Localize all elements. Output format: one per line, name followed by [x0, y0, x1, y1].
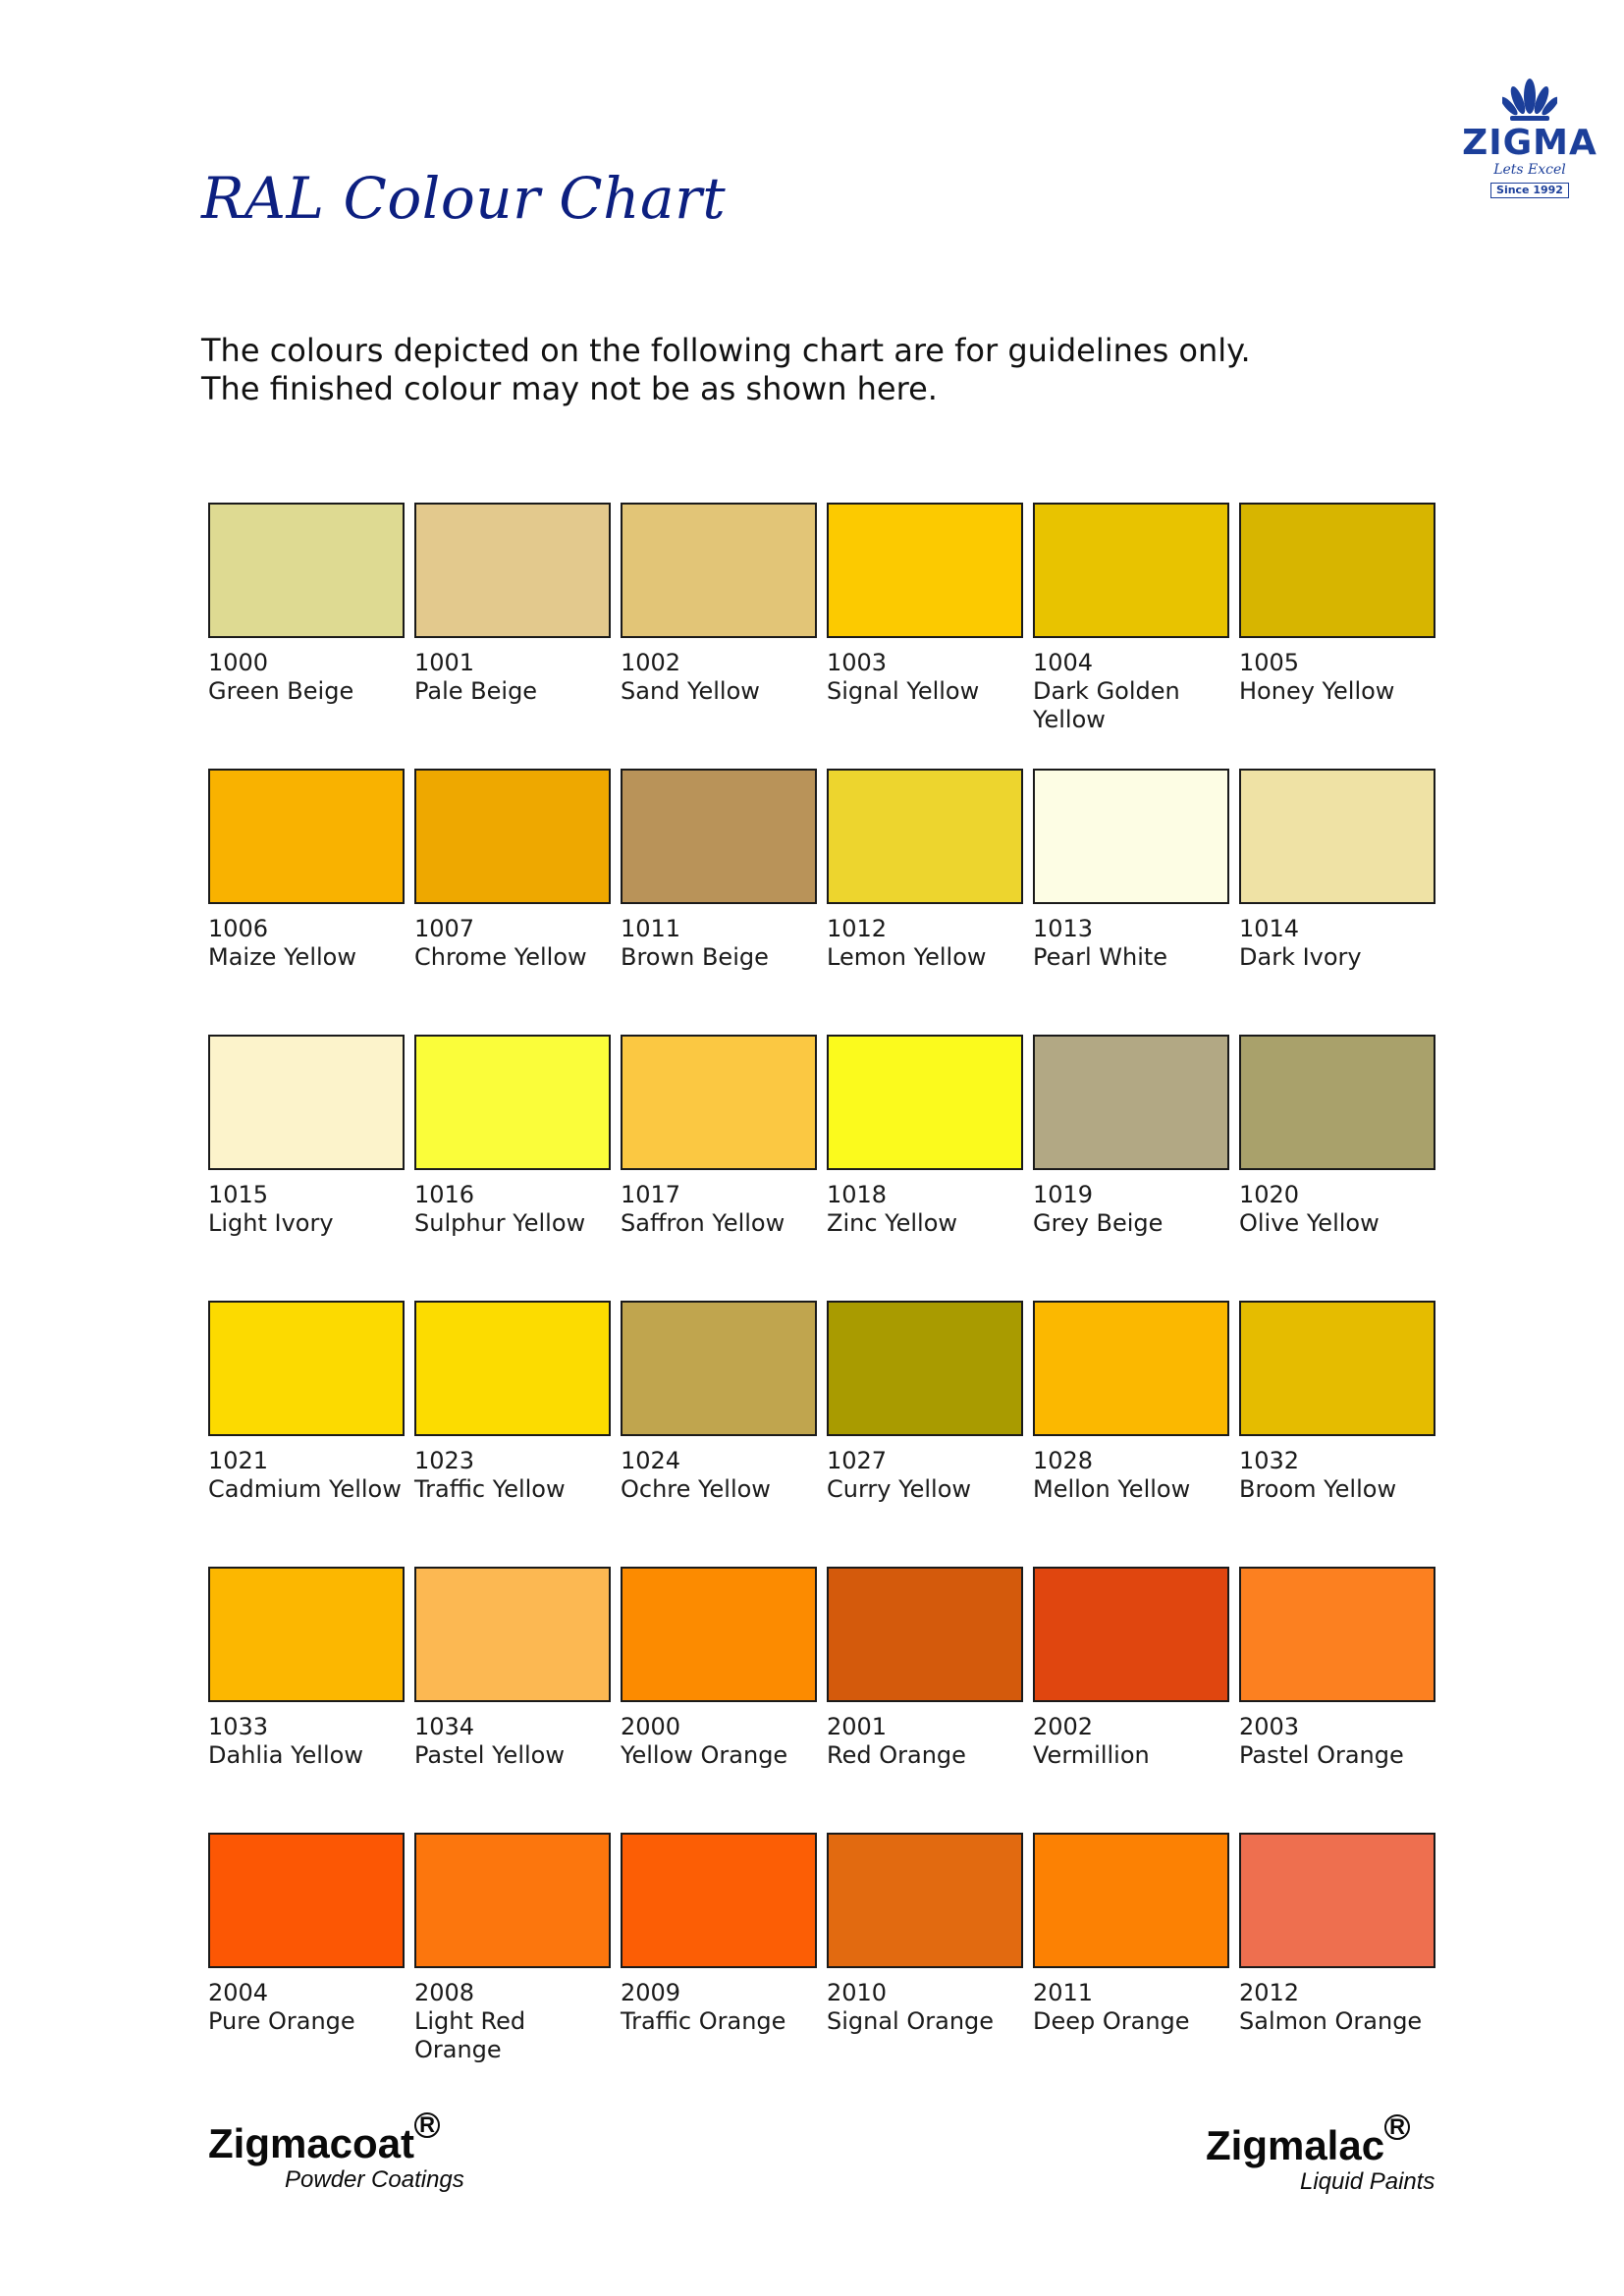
colour-name: Maize Yellow [208, 943, 356, 971]
colour-card [208, 1301, 405, 1504]
colour-swatch [1239, 1833, 1435, 1968]
colour-code: 1014 [1239, 915, 1300, 942]
colour-name: Vermillion [1033, 1741, 1150, 1769]
colour-code: 1027 [827, 1447, 888, 1474]
colour-code: 1017 [621, 1181, 681, 1208]
zigmacoat-brand: Zigmacoat [208, 2120, 415, 2166]
colour-card [1239, 1035, 1435, 1238]
colour-swatch [1033, 1567, 1229, 1702]
colour-swatch [208, 503, 405, 638]
colour-code: 1015 [208, 1181, 269, 1208]
colour-card [827, 1301, 1023, 1504]
colour-code: 2003 [1239, 1713, 1300, 1740]
colour-code: 1005 [1239, 649, 1300, 676]
colour-name: Cadmium Yellow [208, 1475, 402, 1503]
colour-card [1033, 1035, 1229, 1238]
colour-swatch [1033, 1035, 1229, 1170]
colour-name: Honey Yellow [1239, 677, 1395, 705]
colour-swatch [1033, 769, 1229, 904]
colour-card [1239, 1301, 1435, 1504]
colour-swatch [827, 1301, 1023, 1436]
colour-name: Pastel Orange [1239, 1741, 1404, 1769]
colour-swatch [621, 1301, 817, 1436]
colour-swatch [414, 1567, 611, 1702]
colour-card [208, 1833, 405, 2036]
colour-swatch [414, 769, 611, 904]
colour-swatch [827, 769, 1023, 904]
zigmacoat-subtitle: Powder Coatings [285, 2166, 464, 2193]
colour-code: 1007 [414, 915, 475, 942]
intro-line-1: The colours depicted on the following chart are for guidelines only. [201, 332, 1251, 369]
registered-mark-icon: R [414, 2112, 440, 2138]
colour-swatch [414, 1035, 611, 1170]
colour-swatch [827, 1567, 1023, 1702]
colour-code: 2002 [1033, 1713, 1094, 1740]
colour-name: Signal Orange [827, 2007, 995, 2035]
colour-swatch [208, 769, 405, 904]
colour-code: 1016 [414, 1181, 475, 1208]
colour-name: Broom Yellow [1239, 1475, 1397, 1503]
flower-fan-icon [1502, 77, 1557, 124]
colour-name: Pale Beige [414, 677, 538, 705]
colour-name: Signal Yellow [827, 677, 980, 705]
colour-code: 2010 [827, 1979, 888, 2006]
colour-name: Pure Orange [208, 2007, 355, 2035]
colour-card [621, 1301, 817, 1504]
colour-card [621, 1567, 817, 1770]
colour-swatch [1033, 1833, 1229, 1968]
colour-name: Light Red Orange [414, 2007, 526, 2063]
colour-code: 1012 [827, 915, 888, 942]
colour-card [827, 503, 1023, 706]
colour-swatch [414, 1301, 611, 1436]
colour-card [827, 1035, 1023, 1238]
colour-name: Mellon Yellow [1033, 1475, 1191, 1503]
colour-card [621, 503, 817, 706]
colour-name: Olive Yellow [1239, 1209, 1380, 1237]
colour-code: 1006 [208, 915, 269, 942]
zigmalac-logo [1206, 2114, 1435, 2195]
colour-name: Deep Orange [1033, 2007, 1190, 2035]
colour-card [621, 769, 817, 972]
colour-code: 2004 [208, 1979, 269, 2006]
colour-name: Red Orange [827, 1741, 966, 1769]
colour-card [208, 1035, 405, 1238]
logo-tagline: Lets Excel [1493, 162, 1566, 178]
colour-name: Traffic Orange [621, 2007, 786, 2035]
colour-card [827, 769, 1023, 972]
colour-name: Curry Yellow [827, 1475, 971, 1503]
colour-card [1239, 769, 1435, 972]
colour-swatch [621, 1833, 817, 1968]
colour-name: Salmon Orange [1239, 2007, 1423, 2035]
colour-swatch [208, 1567, 405, 1702]
colour-code: 1003 [827, 649, 888, 676]
colour-name: Pastel Yellow [414, 1741, 565, 1769]
colour-code: 1028 [1033, 1447, 1094, 1474]
colour-card [414, 1035, 611, 1238]
registered-mark-icon: R [1384, 2114, 1410, 2140]
colour-code: 1023 [414, 1447, 475, 1474]
colour-swatch [1239, 1301, 1435, 1436]
colour-swatch [621, 1035, 817, 1170]
colour-card [1033, 769, 1229, 972]
colour-name: Grey Beige [1033, 1209, 1164, 1237]
colour-swatch [1239, 769, 1435, 904]
colour-name: Pearl White [1033, 943, 1168, 971]
colour-card [1239, 1833, 1435, 2036]
colour-name: Brown Beige [621, 943, 769, 971]
colour-code: 1032 [1239, 1447, 1300, 1474]
colour-code: 1034 [414, 1713, 475, 1740]
colour-code: 1004 [1033, 649, 1094, 676]
zigma-logo [1461, 77, 1598, 224]
colour-card [1033, 1567, 1229, 1770]
colour-code: 2001 [827, 1713, 888, 1740]
colour-card [414, 503, 611, 706]
colour-name: Dahlia Yellow [208, 1741, 363, 1769]
colour-name: Traffic Yellow [414, 1475, 566, 1503]
page-title: RAL Colour Chart [201, 165, 727, 232]
colour-code: 1011 [621, 915, 681, 942]
colour-swatch [827, 1035, 1023, 1170]
colour-code: 1001 [414, 649, 475, 676]
colour-code: 1002 [621, 649, 681, 676]
colour-swatch [208, 1035, 405, 1170]
logo-brand: ZIGMA [1462, 123, 1597, 163]
colour-code: 2012 [1239, 1979, 1300, 2006]
colour-card [827, 1833, 1023, 2036]
colour-card [208, 769, 405, 972]
colour-card [1033, 503, 1229, 734]
colour-card [827, 1567, 1023, 1770]
zigmalac-subtitle: Liquid Paints [1300, 2168, 1435, 2195]
colour-swatch [621, 503, 817, 638]
colour-card [621, 1035, 817, 1238]
colour-name: Saffron Yellow [621, 1209, 785, 1237]
colour-swatch [208, 1301, 405, 1436]
colour-card [414, 1833, 611, 2064]
colour-name: Light Ivory [208, 1209, 334, 1237]
zigmalac-brand: Zigmalac [1206, 2122, 1385, 2168]
colour-name: Zinc Yellow [827, 1209, 958, 1237]
colour-code: 1019 [1033, 1181, 1094, 1208]
colour-name: Green Beige [208, 677, 354, 705]
colour-swatch [414, 503, 611, 638]
colour-card [414, 1567, 611, 1770]
colour-card [208, 1567, 405, 1770]
colour-card [414, 769, 611, 972]
colour-name: Sand Yellow [621, 677, 760, 705]
colour-swatch [827, 503, 1023, 638]
colour-swatch [1239, 1567, 1435, 1702]
zigmacoat-logo [208, 2112, 464, 2193]
colour-code: 1021 [208, 1447, 269, 1474]
colour-swatch [1239, 1035, 1435, 1170]
colour-code: 2008 [414, 1979, 475, 2006]
colour-name: Lemon Yellow [827, 943, 987, 971]
colour-card [621, 1833, 817, 2036]
colour-card [208, 503, 405, 706]
colour-code: 1013 [1033, 915, 1094, 942]
colour-code: 1000 [208, 649, 269, 676]
colour-name: Yellow Orange [621, 1741, 788, 1769]
intro-line-2: The finished colour may not be as shown here. [201, 370, 938, 407]
colour-name: Ochre Yellow [621, 1475, 771, 1503]
colour-code: 2011 [1033, 1979, 1094, 2006]
colour-code: 2009 [621, 1979, 681, 2006]
colour-swatch [827, 1833, 1023, 1968]
colour-code: 1018 [827, 1181, 888, 1208]
colour-swatch [414, 1833, 611, 1968]
colour-code: 1024 [621, 1447, 681, 1474]
logo-since-badge: Since 1992 [1490, 183, 1569, 198]
colour-swatch [1033, 1301, 1229, 1436]
colour-card [414, 1301, 611, 1504]
colour-name: Chrome Yellow [414, 943, 587, 971]
colour-card [1033, 1301, 1229, 1504]
colour-swatch [621, 1567, 817, 1702]
colour-card [1239, 503, 1435, 706]
intro-text [201, 332, 1251, 408]
colour-code: 1020 [1239, 1181, 1300, 1208]
colour-swatch [208, 1833, 405, 1968]
colour-name: Dark Golden Yellow [1033, 677, 1180, 733]
colour-swatch [621, 769, 817, 904]
colour-code: 2000 [621, 1713, 681, 1740]
colour-card [1033, 1833, 1229, 2036]
colour-code: 1033 [208, 1713, 269, 1740]
colour-name: Dark Ivory [1239, 943, 1362, 971]
colour-card [1239, 1567, 1435, 1770]
colour-name: Sulphur Yellow [414, 1209, 586, 1237]
colour-swatch [1239, 503, 1435, 638]
colour-swatch [1033, 503, 1229, 638]
